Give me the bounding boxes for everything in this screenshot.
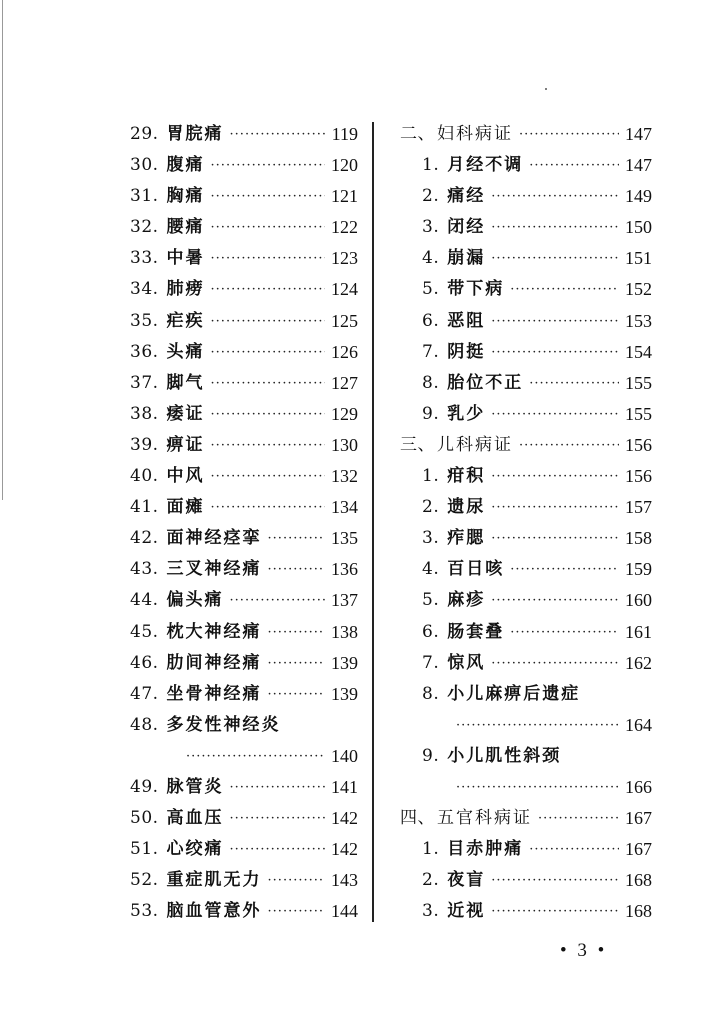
- entry-title: 多发性神经炎: [166, 714, 281, 735]
- entry-page: 129: [331, 403, 358, 424]
- toc-entry: [400, 741, 652, 772]
- toc-entry: [400, 834, 652, 865]
- entry-number: 6.: [422, 621, 440, 642]
- entry-number: 9.: [422, 403, 440, 424]
- section-number: 三、: [400, 434, 435, 455]
- entry-page: 143: [331, 870, 358, 891]
- leader-dots: [211, 306, 325, 337]
- entry-page: 122: [331, 217, 358, 238]
- entry-page: 156: [625, 466, 652, 487]
- leader-dots: [491, 243, 619, 274]
- toc-entry: [400, 648, 652, 679]
- entry-page: 127: [331, 372, 358, 393]
- entry-title: 中风: [166, 466, 205, 487]
- toc-entry: [130, 554, 358, 585]
- entry-number: 5.: [422, 279, 440, 300]
- entry-page: 139: [331, 683, 358, 704]
- toc-entry: [130, 212, 358, 243]
- toc-entry: [400, 150, 652, 181]
- entry-page: 120: [331, 155, 358, 176]
- entry-title: 胸痛: [166, 186, 205, 207]
- entry-number: 6.: [422, 310, 440, 331]
- leader-dots: [491, 585, 619, 616]
- entry-page: 162: [625, 652, 652, 673]
- leader-dots: [268, 865, 325, 896]
- entry-page: 147: [625, 155, 652, 176]
- entry-title: 恶阻: [447, 310, 486, 331]
- leader-dots: [519, 119, 619, 150]
- toc-entry: [400, 399, 652, 430]
- toc-entry: [130, 896, 358, 927]
- entry-page: 157: [625, 497, 652, 518]
- entry-number: 50.: [130, 808, 159, 829]
- entry-number: 53.: [130, 901, 159, 922]
- section-title: 五官科病证: [437, 808, 532, 829]
- entry-number: 1.: [422, 839, 440, 860]
- entry-page: 144: [331, 901, 358, 922]
- toc-left-column: [130, 119, 358, 927]
- leader-dots: [491, 399, 619, 430]
- entry-title: 闭经: [447, 217, 486, 238]
- toc-entry: [400, 337, 652, 368]
- entry-number: 9.: [422, 745, 440, 766]
- leader-dots: [510, 617, 619, 648]
- leader-dots: [230, 834, 325, 865]
- entry-title: 肠套叠: [447, 621, 505, 642]
- entry-number: 8.: [422, 683, 440, 704]
- entry-number: 3.: [422, 528, 440, 549]
- leader-dots: [230, 119, 326, 150]
- leader-dots: [268, 554, 325, 585]
- leader-dots: [491, 212, 619, 243]
- leader-dots: [211, 181, 325, 212]
- entry-number: 29.: [130, 124, 159, 144]
- leader-dots: [491, 865, 619, 896]
- entry-title: 月经不调: [447, 155, 524, 176]
- section-number: 二、: [400, 124, 435, 144]
- section-title: 儿科病证: [437, 434, 513, 455]
- leader-dots: [230, 585, 325, 616]
- leader-dots: [268, 896, 325, 927]
- column-divider: [372, 122, 374, 922]
- entry-title: 目赤肿痛: [447, 839, 524, 860]
- leader-dots: [186, 741, 325, 772]
- entry-page: 139: [331, 652, 358, 673]
- entry-title: 近视: [447, 901, 486, 922]
- entry-number: 2.: [422, 497, 440, 518]
- entry-page: 158: [625, 528, 652, 549]
- leader-dots: [268, 523, 325, 554]
- entry-page: 159: [625, 559, 652, 580]
- page-number: • 3 •: [560, 940, 608, 961]
- entry-number: 5.: [422, 590, 440, 611]
- toc-entry: [130, 119, 358, 150]
- entry-page: 155: [625, 403, 652, 424]
- entry-page: 136: [331, 559, 358, 580]
- toc-entry: [400, 679, 652, 710]
- entry-page: 149: [625, 186, 652, 207]
- toc-entry: [130, 274, 358, 305]
- entry-page: 164: [625, 714, 652, 735]
- entry-title: 崩漏: [447, 248, 486, 269]
- leader-dots: [230, 803, 325, 834]
- entry-title: 头痛: [166, 341, 205, 362]
- entry-page: 138: [331, 621, 358, 642]
- entry-number: 37.: [130, 372, 159, 393]
- leader-dots: [491, 306, 619, 337]
- toc-entry: [130, 461, 358, 492]
- entry-page: 130: [331, 434, 358, 455]
- leader-dots: [211, 461, 325, 492]
- entry-page: 154: [625, 341, 652, 362]
- toc-entry: [130, 181, 358, 212]
- entry-title: 痹证: [166, 434, 205, 455]
- toc-section-heading: [400, 430, 652, 461]
- entry-title: 肋间神经痛: [166, 652, 262, 673]
- entry-number: 35.: [130, 310, 159, 331]
- toc-entry-continuation: [130, 741, 358, 772]
- leader-dots: [538, 803, 619, 834]
- leader-dots: [211, 430, 325, 461]
- entry-number: 46.: [130, 652, 159, 673]
- scan-speck: [545, 88, 547, 90]
- entry-page: 140: [331, 745, 358, 766]
- entry-number: 7.: [422, 652, 440, 673]
- entry-page: 123: [331, 248, 358, 269]
- toc-entry: [400, 492, 652, 523]
- entry-page: 142: [331, 839, 358, 860]
- entry-page: 125: [331, 310, 358, 331]
- entry-title: 面瘫: [166, 497, 205, 518]
- entry-title: 百日咳: [447, 559, 505, 580]
- leader-dots: [529, 150, 619, 181]
- leader-dots: [268, 679, 325, 710]
- entry-title: 带下病: [447, 279, 505, 300]
- toc-entry: [130, 523, 358, 554]
- leader-dots: [529, 368, 619, 399]
- leader-dots: [211, 150, 325, 181]
- toc-entry: [130, 306, 358, 337]
- entry-title: 脉管炎: [166, 776, 224, 797]
- toc-entry: [130, 492, 358, 523]
- entry-number: 44.: [130, 590, 159, 611]
- toc-entry: [130, 368, 358, 399]
- leader-dots: [519, 430, 619, 461]
- leader-dots: [510, 274, 619, 305]
- entry-number: 30.: [130, 155, 159, 176]
- entry-number: 39.: [130, 434, 159, 455]
- entry-number: 34.: [130, 279, 159, 300]
- entry-page: 137: [331, 590, 358, 611]
- leader-dots: [491, 648, 619, 679]
- toc-section-heading: [400, 119, 652, 150]
- entry-title: 肺痨: [166, 279, 205, 300]
- entry-page: 160: [625, 590, 652, 611]
- entry-title: 胃脘痛: [166, 124, 224, 144]
- leader-dots: [211, 399, 325, 430]
- entry-number: 2.: [422, 870, 440, 891]
- entry-title: 高血压: [166, 808, 224, 829]
- leader-dots: [491, 337, 619, 368]
- entry-number: 3.: [422, 901, 440, 922]
- entry-number: 47.: [130, 683, 159, 704]
- entry-title: 脑血管意外: [166, 901, 262, 922]
- entry-number: 36.: [130, 341, 159, 362]
- leader-dots: [211, 212, 325, 243]
- toc-entry: [130, 834, 358, 865]
- toc-entry: [130, 617, 358, 648]
- entry-page: 134: [331, 497, 358, 518]
- entry-page: 132: [331, 466, 358, 487]
- leader-dots: [510, 554, 619, 585]
- entry-title: 坐骨神经痛: [166, 683, 262, 704]
- entry-page: 151: [625, 248, 652, 269]
- entry-page: 166: [625, 776, 652, 797]
- entry-title: 三叉神经痛: [166, 559, 262, 580]
- leader-dots: [491, 896, 619, 927]
- entry-title: 惊风: [447, 652, 486, 673]
- entry-title: 夜盲: [447, 870, 486, 891]
- leader-dots: [491, 523, 619, 554]
- entry-number: 3.: [422, 217, 440, 238]
- section-title: 妇科病证: [437, 124, 513, 144]
- leader-dots: [491, 461, 619, 492]
- toc-entry: [130, 803, 358, 834]
- toc-entry: [400, 865, 652, 896]
- leader-dots: [230, 772, 325, 803]
- entry-number: 43.: [130, 559, 159, 580]
- toc-entry: [130, 679, 358, 710]
- section-page: 156: [625, 434, 652, 455]
- leader-dots: [268, 617, 325, 648]
- entry-number: 41.: [130, 497, 159, 518]
- toc-entry: [130, 243, 358, 274]
- entry-page: 161: [625, 621, 652, 642]
- entry-number: 7.: [422, 341, 440, 362]
- entry-title: 乳少: [447, 403, 486, 424]
- entry-number: 49.: [130, 776, 159, 797]
- entry-title: 疳积: [447, 466, 486, 487]
- section-page: 147: [625, 124, 652, 144]
- entry-title: 痛经: [447, 186, 486, 207]
- toc-entry: [400, 896, 652, 927]
- leader-dots: [211, 368, 325, 399]
- leader-dots: [211, 243, 325, 274]
- entry-page: 167: [625, 839, 652, 860]
- leader-dots: [456, 772, 619, 803]
- entry-title: 重症肌无力: [166, 870, 262, 891]
- scan-edge-line: [2, 0, 3, 500]
- entry-number: 52.: [130, 870, 159, 891]
- toc-entry: [130, 648, 358, 679]
- toc-entry: [400, 585, 652, 616]
- leader-dots: [529, 834, 619, 865]
- entry-page: 121: [331, 186, 358, 207]
- toc-entry: [400, 243, 652, 274]
- entry-page: 135: [331, 528, 358, 549]
- entry-title: 心绞痛: [166, 839, 224, 860]
- toc-entry: [130, 865, 358, 896]
- leader-dots: [211, 492, 325, 523]
- entry-number: 48.: [130, 714, 159, 735]
- entry-page: 124: [331, 279, 358, 300]
- leader-dots: [491, 492, 619, 523]
- entry-number: 2.: [422, 186, 440, 207]
- entry-number: 32.: [130, 217, 159, 238]
- toc-right-column: [400, 119, 652, 927]
- entry-page: 168: [625, 901, 652, 922]
- entry-title: 疟疾: [166, 310, 205, 331]
- toc-entry: [400, 554, 652, 585]
- leader-dots: [268, 648, 325, 679]
- entry-title: 中暑: [166, 248, 205, 269]
- entry-title: 面神经痉挛: [166, 528, 262, 549]
- toc-entry: [130, 430, 358, 461]
- toc-entry: [130, 710, 358, 741]
- toc-entry: [130, 772, 358, 803]
- leader-dots: [491, 181, 619, 212]
- entry-number: 8.: [422, 372, 440, 393]
- toc-entry: [400, 274, 652, 305]
- entry-title: 枕大神经痛: [166, 621, 262, 642]
- entry-number: 33.: [130, 248, 159, 269]
- entry-title: 痄腮: [447, 528, 486, 549]
- toc-entry: [400, 617, 652, 648]
- entry-title: 偏头痛: [166, 590, 224, 611]
- entry-page: 152: [625, 279, 652, 300]
- leader-dots: [211, 337, 325, 368]
- toc-entry: [400, 212, 652, 243]
- entry-title: 胎位不正: [447, 372, 524, 393]
- entry-page: 155: [625, 372, 652, 393]
- section-number: 四、: [400, 808, 435, 829]
- toc-entry: [130, 399, 358, 430]
- toc-entry: [400, 523, 652, 554]
- entry-title: 小儿肌性斜颈: [447, 745, 562, 766]
- entry-number: 1.: [422, 466, 440, 487]
- entry-title: 痿证: [166, 403, 205, 424]
- toc-entry: [130, 585, 358, 616]
- toc-entry: [130, 337, 358, 368]
- entry-page: 142: [331, 808, 358, 829]
- entry-number: 4.: [422, 248, 440, 269]
- entry-page: 153: [625, 310, 652, 331]
- entry-number: 45.: [130, 621, 159, 642]
- entry-title: 脚气: [166, 372, 205, 393]
- toc-entry: [400, 461, 652, 492]
- entry-title: 小儿麻痹后遗症: [447, 683, 581, 704]
- entry-page: 119: [331, 124, 358, 144]
- toc-entry: [400, 368, 652, 399]
- entry-number: 51.: [130, 839, 159, 860]
- entry-number: 31.: [130, 186, 159, 207]
- entry-page: 168: [625, 870, 652, 891]
- toc-entry: [400, 181, 652, 212]
- leader-dots: [211, 274, 325, 305]
- entry-title: 腹痛: [166, 155, 205, 176]
- entry-page: 141: [331, 776, 358, 797]
- entry-number: 1.: [422, 155, 440, 176]
- toc-entry-continuation: [400, 710, 652, 741]
- section-page: 167: [625, 808, 652, 829]
- leader-dots: [456, 710, 619, 741]
- entry-page: 126: [331, 341, 358, 362]
- entry-number: 40.: [130, 466, 159, 487]
- entry-title: 麻疹: [447, 590, 486, 611]
- entry-number: 42.: [130, 528, 159, 549]
- toc-entry: [130, 150, 358, 181]
- toc-entry: [400, 306, 652, 337]
- entry-page: 150: [625, 217, 652, 238]
- entry-title: 阴挺: [447, 341, 486, 362]
- entry-title: 遗尿: [447, 497, 486, 518]
- entry-number: 4.: [422, 559, 440, 580]
- entry-title: 腰痛: [166, 217, 205, 238]
- toc-entry-continuation: [400, 772, 652, 803]
- entry-number: 38.: [130, 403, 159, 424]
- toc-section-heading: [400, 803, 652, 834]
